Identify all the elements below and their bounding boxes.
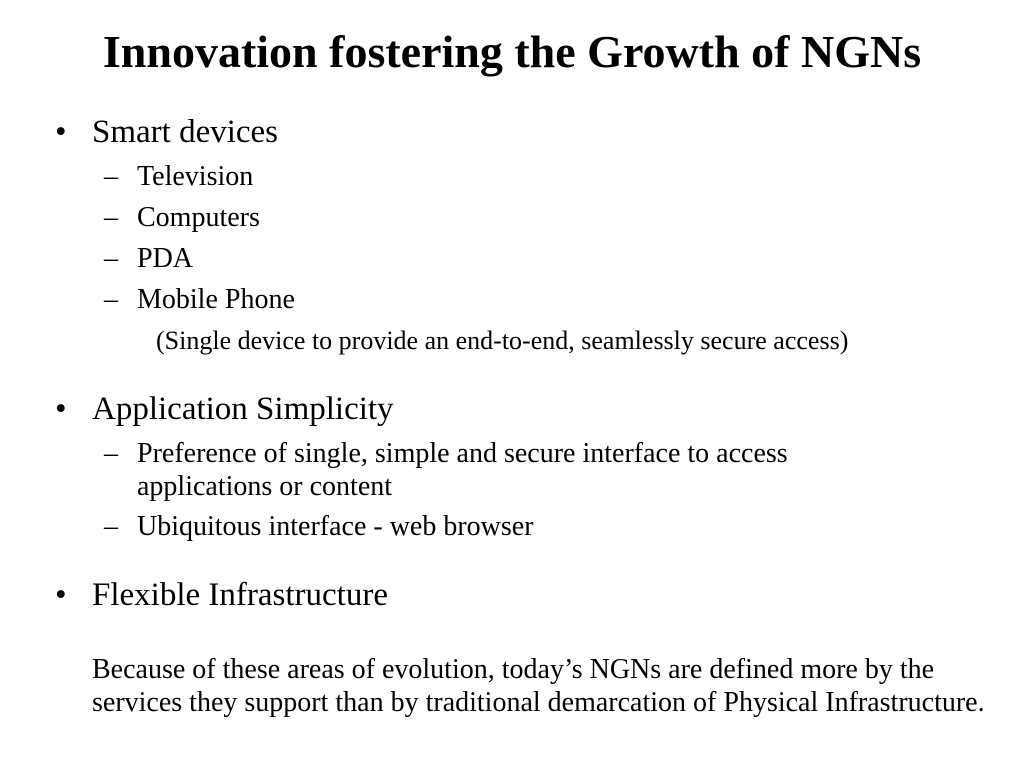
sub-item-mobile-phone: Mobile Phone	[137, 284, 295, 315]
closing-paragraph: Because of these areas of evolution, today’s NGNs are defined more by the services they support than by traditional demarcation of Physical Infrastructure.	[92, 654, 985, 718]
sub-item-television: Television	[137, 161, 254, 192]
sub-item-ubiquitous-interface: Ubiquitous interface - web browser	[137, 511, 534, 542]
dash-icon: –	[104, 284, 118, 315]
bullet-heading-smart-devices: Smart devices	[92, 114, 279, 150]
bullet-icon: •	[55, 114, 67, 150]
bullet-icon: •	[55, 391, 67, 427]
bullet-heading-application-simplicity: Application Simplicity	[92, 391, 394, 427]
dash-icon: –	[104, 243, 118, 274]
dash-icon: –	[104, 438, 118, 469]
smart-devices-note: (Single device to provide an end-to-end, seamlessly secure access)	[156, 326, 849, 355]
slide-title: Innovation fostering the Growth of NGNs	[102, 26, 922, 77]
sub-item-preference: Preference of single, simple and secure interface to access	[137, 438, 788, 469]
bullet-icon: •	[55, 577, 67, 613]
dash-icon: –	[104, 511, 118, 542]
dash-icon: –	[104, 161, 118, 192]
bullet-heading-flexible-infrastructure: Flexible Infrastructure	[92, 577, 388, 613]
sub-item-pda: PDA	[137, 243, 194, 274]
sub-item-computers: Computers	[137, 202, 260, 233]
dash-icon: –	[104, 202, 118, 233]
sub-item-preference-continued: applications or content	[137, 471, 393, 502]
